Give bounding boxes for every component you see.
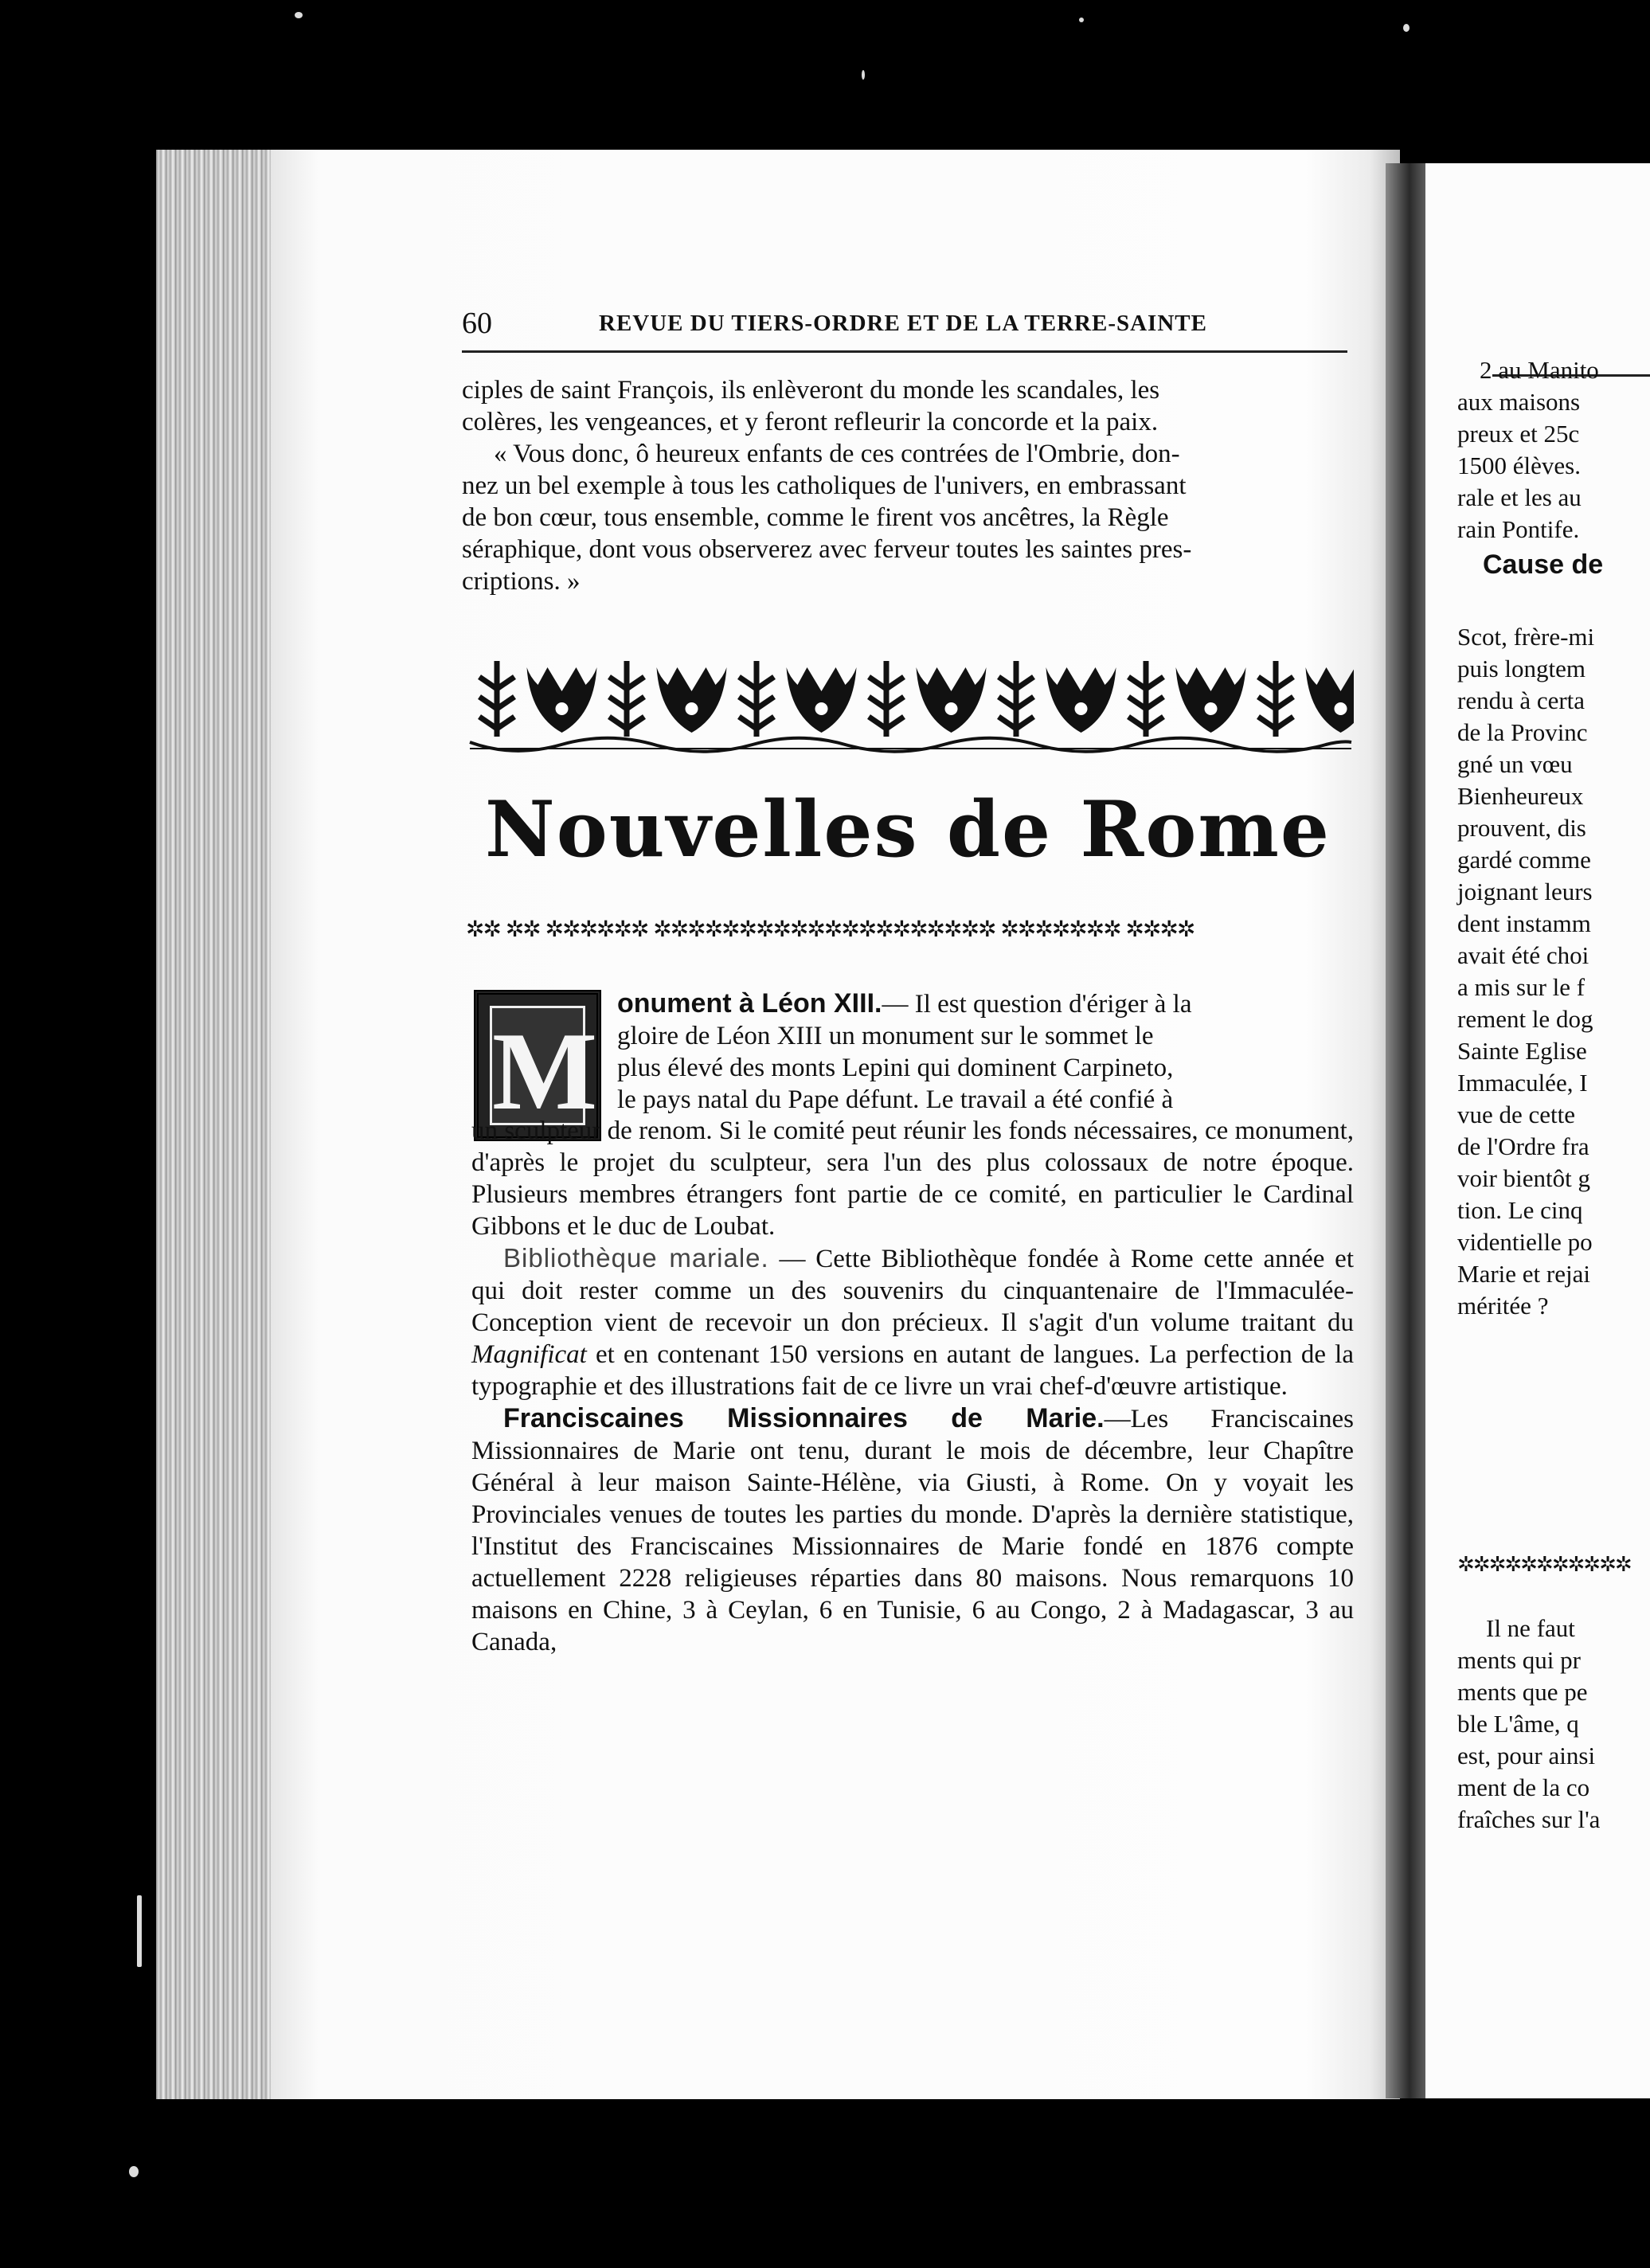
text-line: voir bientôt g xyxy=(1457,1164,1591,1192)
text-line: a mis sur le f xyxy=(1457,973,1585,1001)
text-line: rendu à certa xyxy=(1457,686,1585,714)
franciscaines-item xyxy=(471,1402,1354,1658)
text-line: avait été choi xyxy=(1457,941,1589,969)
lotus-bud-ornament xyxy=(917,667,987,733)
item-text: —Les Franciscaines Missionnaires de Marie ont tenu, durant le mois de décembre, leur Chapître Général à leur maison Sainte-Hélène, via Giusti, à Rome. On y voyait les Provinciales venues de toutes les parties du monde. D'après la dernière statistique, l'Institut des Franciscaines Missionnaires de Marie fondé en 1876 compte actuellement 2228 religieuses réparties dans 80 maisons. Nous remarquons 10 maisons en Chine, 3 à Ceylan, 6 en Tunisie, 6 au Congo, 2 à Madagascar, 3 au Canada, xyxy=(471,1405,1354,1656)
text-line: le pays natal du Pape défunt. Le travail a été confié à xyxy=(617,1085,1174,1114)
text-line: ble L'âme, q xyxy=(1457,1710,1579,1738)
page-number: 60 xyxy=(462,307,492,340)
text-line: rain Pontife. xyxy=(1457,515,1580,543)
text-line: plus élevé des monts Lepini qui dominent Carpineto, xyxy=(617,1054,1174,1082)
item-text: et en contenant 150 versions en autant de langues. La perfection de la typographie et des illustrations fait de ce livre un vrai chef-d'œuvre artistique. xyxy=(471,1340,1354,1401)
opening-paragraph xyxy=(462,374,1350,597)
lotus-bud-ornament xyxy=(657,667,727,733)
lotus-bud-ornament xyxy=(1306,667,1355,733)
text-line: séraphique, dont vous observerez avec ferveur toutes les saintes pres- xyxy=(462,535,1192,564)
lotus-bud-ornament xyxy=(527,667,597,733)
text-line: 1500 élèves. xyxy=(1457,452,1581,479)
monument-item-head xyxy=(617,987,1350,1116)
text-line: ments qui pr xyxy=(1457,1646,1581,1674)
text-line: 2 au Manito xyxy=(1480,356,1599,384)
text-line: de la Provinc xyxy=(1457,718,1588,746)
text-line: criptions. » xyxy=(462,567,581,596)
text-line: Il ne faut xyxy=(1486,1614,1575,1642)
text-line: puis longtem xyxy=(1457,655,1586,682)
text-line: Marie et rejai xyxy=(1457,1260,1590,1288)
article-body xyxy=(471,1115,1354,1658)
text-line: aux maisons xyxy=(1457,388,1581,416)
text-line: prouvent, dis xyxy=(1457,814,1586,842)
bibliotheque-item xyxy=(471,1242,1354,1402)
stem-ornament xyxy=(609,661,644,737)
text-line: est, pour ainsi xyxy=(1457,1742,1596,1769)
text-line: Scot, frère-mi xyxy=(1457,623,1595,651)
item-lead: onument à Léon XIII. xyxy=(617,988,882,1019)
lotus-bud-ornament xyxy=(1046,667,1116,733)
text-line: ments que pe xyxy=(1457,1678,1588,1706)
right-star-divider: ✲✲✲✲✲✲✲✲✲✲✲ xyxy=(1457,1553,1631,1577)
item-lead: Franciscaines Missionnaires de Marie. xyxy=(503,1403,1105,1433)
text-line: Immaculée, I xyxy=(1457,1069,1588,1097)
item-lead: Bibliothèque mariale. xyxy=(503,1243,769,1273)
star-divider: ✲✲ ✲✲ ✲✲✲✲✲✲ ✲✲✲✲✲✲✲✲✲✲✲✲✲✲✲✲✲✲✲✲ ✲✲✲✲✲✲✲ ✲✲✲✲ xyxy=(466,916,1194,942)
text-line: dent instamm xyxy=(1457,909,1591,937)
text-line: méritée ? xyxy=(1457,1292,1549,1320)
text-line: Bienheureux xyxy=(1457,782,1584,810)
stem-ornament xyxy=(1258,661,1293,737)
stem-ornament xyxy=(869,661,904,737)
text-line: ment de la co xyxy=(1457,1773,1590,1801)
text-line xyxy=(617,987,1350,1020)
section-heading: Cause de xyxy=(1483,549,1604,580)
text-line: nez un bel exemple à tous les catholiques de l'univers, en embrassant xyxy=(462,471,1187,500)
monument-item-rest: un sculpteur de renom. Si le comité peut réunir les fonds nécessaires, ce monument, d'après le projet du sculpteur, sera l'un des plus colossaux de notre époque. Plusieurs membres étrangers font partie de ce comité, en particulier le Cardinal Gibbons et le duc de Loubat. xyxy=(471,1116,1354,1241)
lotus-ornament-band xyxy=(466,653,1354,764)
book-page-edges xyxy=(156,150,274,2099)
item-text: — Il est question d'ériger à la xyxy=(882,990,1192,1019)
text-line: ciples de saint François, ils enlèveront du monde les scandales, les xyxy=(462,376,1160,405)
text-line: preux et 25c xyxy=(1457,420,1580,448)
text-line: videntielle po xyxy=(1457,1228,1593,1256)
text-line: de l'Ordre fra xyxy=(1457,1132,1589,1160)
text-line: « Vous donc, ô heureux enfants de ces contrées de l'Ombrie, don- xyxy=(494,440,1180,468)
text-line: rale et les au xyxy=(1457,483,1582,511)
text-line: gloire de Léon XIII un monument sur le sommet le xyxy=(617,1022,1154,1050)
right-column-top xyxy=(1457,354,1603,581)
stem-ornament xyxy=(479,661,514,737)
text-line: gardé comme xyxy=(1457,846,1591,874)
dropcap-letter: M xyxy=(492,1010,598,1133)
text-line: de bon cœur, tous ensemble, comme le firent vos ancêtres, la Règle xyxy=(462,503,1169,532)
stem-ornament xyxy=(1128,661,1163,737)
lotus-bud-ornament xyxy=(1176,667,1246,733)
text-line: Sainte Eglise xyxy=(1457,1037,1587,1065)
stem-ornament xyxy=(739,661,774,737)
text-line: fraîches sur l'a xyxy=(1457,1805,1601,1833)
stem-ornament xyxy=(999,661,1034,737)
dropcap-frame xyxy=(490,1006,598,1133)
lotus-bud-ornament xyxy=(787,667,857,733)
text-line: tion. Le cinq xyxy=(1457,1196,1583,1224)
item-italic: Magnificat xyxy=(471,1340,587,1369)
right-column-mid xyxy=(1457,621,1594,1322)
header-rule xyxy=(462,350,1347,353)
right-page xyxy=(1425,163,1650,2098)
text-line: vue de cette xyxy=(1457,1101,1576,1128)
running-head: REVUE DU TIERS-ORDRE ET DE LA TERRE-SAINTE xyxy=(599,311,1207,336)
item-text: — Cette Bibliothèque fondée à Rome cette année et qui doit rester comme un des souvenirs du cinquantenaire de l'Immaculée-Conception vient de recevoir un don précieux. Il s'agit d'un volume traitant du xyxy=(471,1245,1354,1337)
text-line: rement le dog xyxy=(1457,1005,1593,1033)
text-line: joignant leurs xyxy=(1457,878,1593,905)
right-column-bottom xyxy=(1457,1613,1600,1836)
section-title: Nouvelles de Rome xyxy=(484,784,1331,874)
text-line: colères, les vengeances, et y feront refleurir la concorde et la paix. xyxy=(462,408,1159,436)
text-line: gné un vœu xyxy=(1457,750,1573,778)
